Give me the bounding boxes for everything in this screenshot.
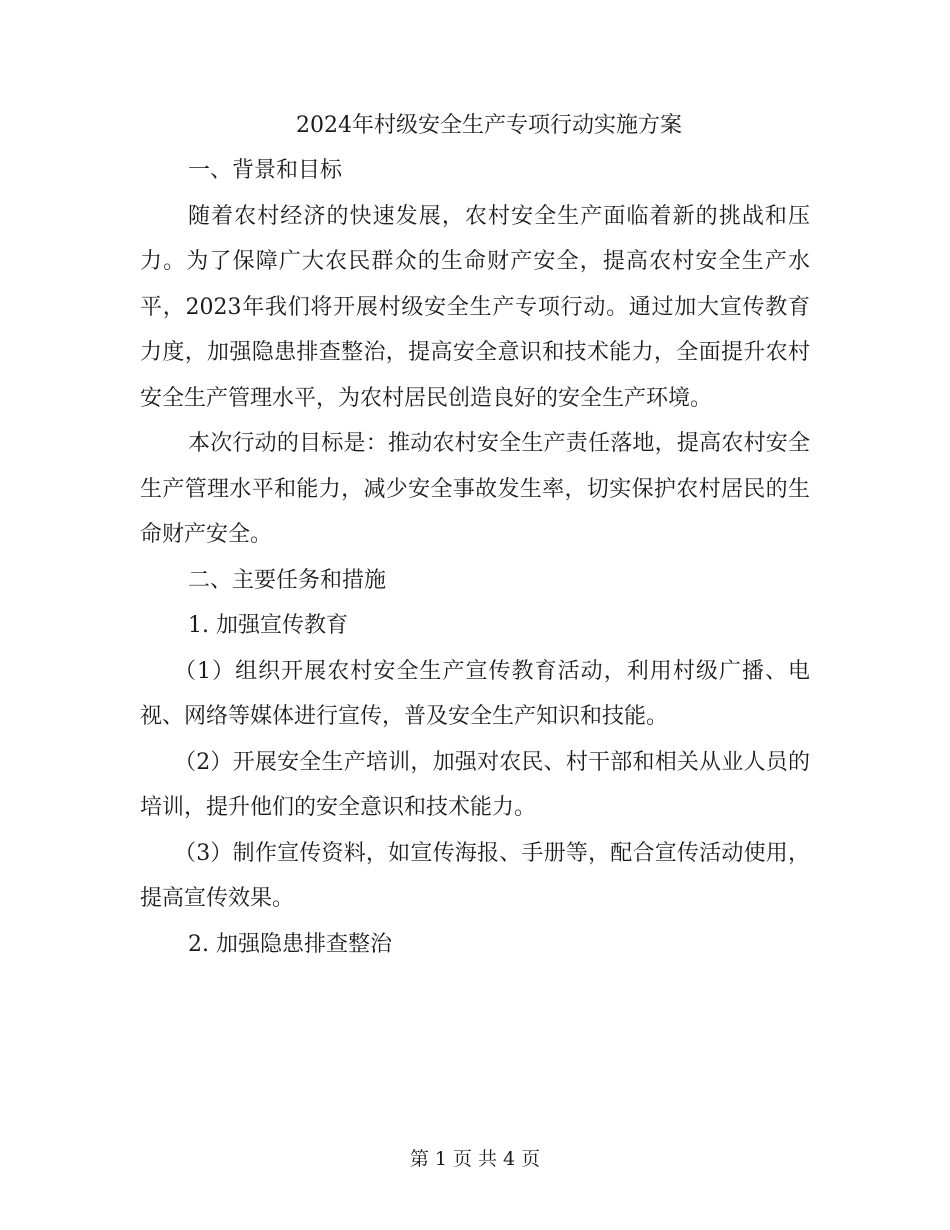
paragraph-item-1: （1）组织开展农村安全生产宣传教育活动，利用村级广播、电视、网络等媒体进行宣传，普及安全生产知识和技能。 — [140, 658, 810, 729]
subheading-hazard-inspection: 2. 加强隐患排查整治 — [188, 931, 392, 957]
paragraph-item-2: （2）开展安全生产培训，加强对农民、村干部和相关从业人员的培训，提升他们的安全意识和技术能力。 — [140, 749, 810, 820]
subheading-publicity: 1. 加强宣传教育 — [188, 613, 348, 638]
section-heading-background: 一、背景和目标 — [188, 158, 343, 183]
document-title: 2024年村级安全生产专项行动实施方案 — [296, 113, 682, 138]
paragraph-goals: 本次行动的目标是：推动农村安全生产责任落地，提高农村安全生产管理水平和能力，减少安全事故发生率，切实保护农村居民的生命财产安全。 — [140, 431, 810, 547]
section-heading-tasks: 二、主要任务和措施 — [188, 567, 387, 593]
paragraph-background: 随着农村经济的快速发展，农村安全生产面临着新的挑战和压力。为了保障广大农民群众的生命财产安全，提高农村安全生产水平，2023年我们将开展村级安全生产专项行动。通过加大宣传教育力度，加强隐患排查整治，提高安全意识和技术能力，全面提升农村安全生产管理水平，为农村居民创造良好的安全生产环境。 — [140, 203, 810, 411]
paragraph-item-3: （3）制作宣传资料，如宣传海报、手册等，配合宣传活动使用，提高宣传效果。 — [140, 840, 810, 911]
page-footer: 第 1 页 共 4 页 — [409, 1148, 541, 1170]
document-body — [140, 104, 810, 967]
